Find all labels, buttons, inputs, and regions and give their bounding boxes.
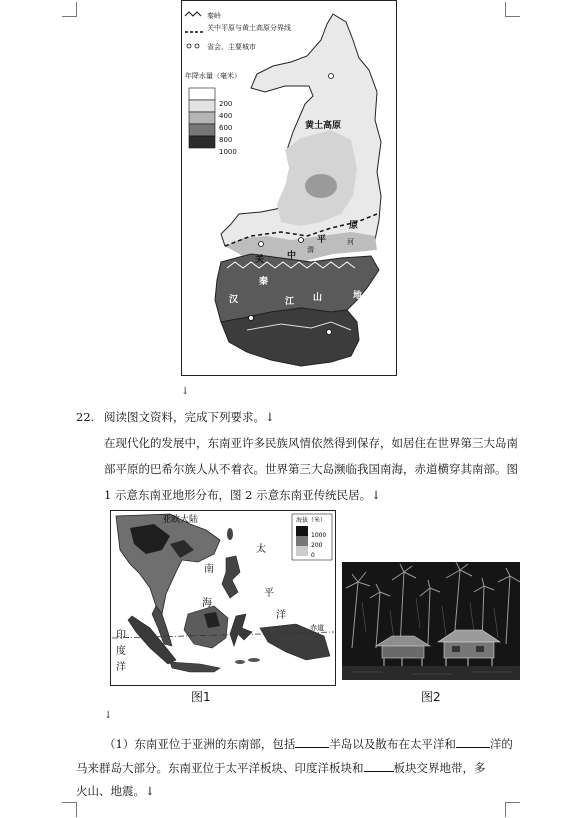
city-marker [259, 242, 264, 247]
legend-elevation-title: 海拔（米） [296, 517, 327, 524]
label-hai: 海 [202, 598, 212, 609]
label-yin: 印 [116, 630, 126, 641]
label-zhong: 中 [287, 251, 297, 261]
label-ping: 平 [317, 235, 327, 245]
rain-level: 600 [219, 124, 233, 132]
paragraph-mark: ↓ [104, 710, 113, 721]
paragraph-mark: ↓ [181, 386, 190, 397]
question-instruction: 阅读图文资料，完成下列要求。↓ [103, 410, 275, 424]
answer-blank-plate[interactable] [364, 760, 394, 772]
elevation-legend [292, 514, 332, 560]
question-paragraph-1: 在现代化的发展中，东南亚许多民族风情依然得到保存，如居住在世界第三大岛南 [104, 436, 518, 450]
legend-city: 省会、主要城市 [207, 43, 256, 51]
label-equator: 赤道 [310, 624, 324, 632]
figure1-caption: 图1 [191, 690, 211, 704]
question-header [76, 410, 275, 424]
city-marker [249, 316, 254, 321]
label-di: 地 [353, 291, 363, 301]
label-han: 汉 [229, 295, 239, 305]
label-ping: 平 [264, 588, 274, 599]
rain-level: 200 [219, 100, 233, 108]
subq-line1-a: （1）东南亚位于亚洲的东南部，包括 [104, 737, 296, 751]
legend-elevation-level: 1000 [311, 532, 327, 539]
crop-mark-top-left [62, 2, 77, 17]
label-tai: 太 [256, 544, 266, 555]
rain-level: 800 [219, 136, 233, 144]
label-wei: 渭 [307, 246, 314, 254]
figure2-caption: 图2 [421, 690, 441, 704]
legend-rain-title: 年降水量（毫米） [185, 72, 241, 80]
crop-mark-bottom-right [505, 802, 520, 817]
legend-qinling: 秦岭 [207, 12, 221, 20]
legend-boundary: 关中平原与黄土高原分界线 [207, 24, 291, 32]
label-qin: 秦 [259, 277, 269, 287]
question-number: 22. [76, 410, 95, 424]
answer-blank-peninsula[interactable] [295, 736, 329, 748]
question-paragraph-3: 1 示意东南亚地形分布，图 2 示意东南亚传统民居。↓ [104, 488, 381, 502]
label-shan: 山 [313, 293, 323, 303]
answer-blank-ocean[interactable] [456, 736, 490, 748]
city-marker [327, 330, 332, 335]
label-jiang: 江 [285, 297, 295, 307]
city-marker [299, 238, 304, 243]
label-guan: 关 [255, 255, 265, 265]
label-yang: 洋 [276, 610, 286, 621]
city-marker [329, 74, 334, 79]
subq-line2-b: 板块交界地带，多 [393, 761, 486, 775]
label-ba: 巴 [205, 303, 215, 313]
southeast-asia-terrain-map [110, 510, 336, 686]
crop-mark-bottom-left [62, 802, 77, 817]
label-nan: 南 [204, 564, 214, 575]
label-du: 度 [116, 646, 126, 657]
crop-mark-top-right [505, 2, 520, 17]
label-yang2: 洋 [116, 662, 126, 673]
subq-line1-c: 洋的 [489, 737, 513, 751]
subquestion-line-1 [104, 736, 513, 751]
label-loess-plateau: 黄土高原 [305, 121, 342, 131]
rain-level: 1000 [219, 148, 237, 156]
subquestion-line-2 [76, 760, 486, 775]
label-he: 河 [347, 238, 354, 246]
legend-elevation-level: 0 [311, 552, 315, 559]
label-yuan: 原 [349, 221, 359, 231]
rain-level: 400 [219, 112, 233, 120]
label-eurasia: 亚欧大陆 [162, 515, 199, 525]
legend-elevation-level: 200 [311, 542, 323, 549]
subq-line1-b: 半岛以及散布在太平洋和 [329, 737, 456, 751]
subq-line2-a: 马来群岛大部分。东南亚位于太平洋板块、印度洋板块和 [76, 761, 364, 775]
question-paragraph-2: 部平原的巴希尔族人从不着衣。世界第三大岛濒临我国南海，赤道横穿其南部。图 [104, 462, 518, 476]
traditional-stilt-house-photo [342, 562, 520, 680]
subquestion-line-3: 火山、地震。↓ [76, 784, 155, 798]
shaanxi-rainfall-map [181, 0, 397, 376]
